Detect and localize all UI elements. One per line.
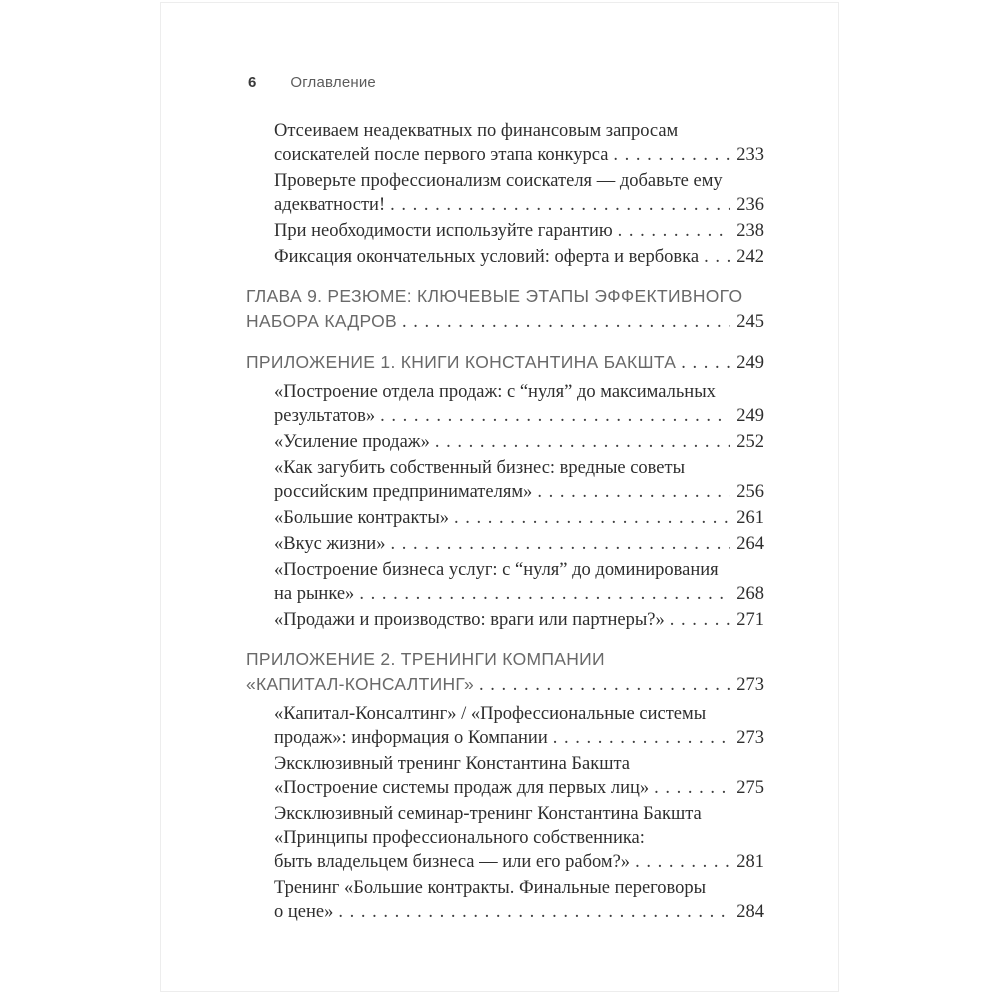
- toc-sub-entry: [246, 219, 764, 243]
- toc-sub-entry: [246, 752, 764, 800]
- toc-entry-text: «Построение бизнеса услуг: с “нуля” до доминирования: [274, 560, 719, 580]
- toc-sub-entry: [246, 702, 764, 750]
- toc-sub-entry: [246, 532, 764, 556]
- toc-page-number: 233: [736, 145, 764, 165]
- toc-entry-text: результатов»: [274, 406, 376, 426]
- toc-entry-line: [274, 802, 764, 826]
- toc-sub-entry: [246, 802, 764, 874]
- toc-leader-dots: [380, 404, 730, 428]
- toc-page-number: 275: [736, 778, 764, 798]
- toc-sub-entry: [246, 245, 764, 269]
- toc-page-number: 245: [736, 312, 764, 332]
- toc-entry-line: [274, 430, 764, 454]
- toc-sub-entry: [246, 119, 764, 167]
- toc-entry-text: «Построение системы продаж для первых лиц»: [274, 778, 650, 798]
- toc-page-number: 249: [736, 406, 764, 426]
- toc-sub-entry: [246, 430, 764, 454]
- toc-entry-text: Отсеиваем неадекватных по финансовым запросам: [274, 121, 679, 141]
- toc-chapter-entry: [246, 350, 764, 376]
- toc-page-number: 281: [736, 852, 764, 872]
- toc-leader-dots: [390, 193, 730, 217]
- toc-entry-line: [246, 647, 764, 672]
- toc-chapter-entry: [246, 284, 764, 335]
- toc-entry-text: быть владельцем бизнеса — или его рабом?»: [274, 852, 631, 872]
- toc-entry-line: [274, 850, 764, 874]
- toc-entry-line: [274, 119, 764, 143]
- toc-leader-dots: [613, 143, 730, 167]
- toc-sub-entry: [246, 506, 764, 530]
- toc-entry-text: НАБОРА КАДРОВ: [246, 311, 398, 331]
- toc-leader-dots: [402, 310, 730, 335]
- toc-sub-entry: [246, 876, 764, 924]
- toc-entry-text: соискателей после первого этапа конкурса: [274, 145, 609, 165]
- toc-leader-dots: [654, 776, 730, 800]
- toc-page-number: 273: [736, 675, 764, 695]
- toc-entry-line: [274, 380, 764, 404]
- toc-entry-text: о цене»: [274, 902, 334, 922]
- toc-page-number: 264: [736, 534, 764, 554]
- toc-leader-dots: [435, 430, 730, 454]
- running-header: [246, 73, 764, 93]
- toc-sub-entry: [246, 456, 764, 504]
- toc-page-number: 238: [736, 221, 764, 241]
- toc-entry-line: [246, 309, 764, 335]
- toc-entry-text: «Вкус жизни»: [274, 534, 386, 554]
- toc-entry-text: «Построение отдела продаж: с “нуля” до максимальных: [274, 382, 716, 402]
- toc-entry-text: ГЛАВА 9. РЕЗЮМЕ: КЛЮЧЕВЫЕ ЭТАПЫ ЭФФЕКТИВНОГО: [246, 286, 743, 306]
- toc-entry-text: ПРИЛОЖЕНИЕ 1. КНИГИ КОНСТАНТИНА БАКШТА: [246, 352, 677, 372]
- toc-entry-line: [246, 672, 764, 698]
- toc-entry-line: [274, 480, 764, 504]
- toc-leader-dots: [338, 900, 730, 924]
- toc-entry-text: адекватности!: [274, 195, 386, 215]
- toc-entry-text: «Продажи и производство: враги или партнеры?»: [274, 610, 665, 630]
- toc-entry-text: на рынке»: [274, 584, 355, 604]
- toc-page-number: 284: [736, 902, 764, 922]
- toc-entry-line: [274, 506, 764, 530]
- toc-entry-text: Эксклюзивный семинар-тренинг Константина Бакшта: [274, 804, 702, 824]
- toc-leader-dots: [553, 726, 731, 750]
- toc-page-number: 236: [736, 195, 764, 215]
- toc-page-number: 249: [736, 353, 764, 373]
- toc-entry-line: [274, 245, 764, 269]
- toc-leader-dots: [479, 673, 730, 698]
- toc-entry-line: [274, 702, 764, 726]
- toc-entry-text: При необходимости используйте гарантию: [274, 221, 613, 241]
- toc-page-number: 268: [736, 584, 764, 604]
- toc-sub-entry: [246, 169, 764, 217]
- toc-entry-line: [274, 143, 764, 167]
- toc-entry-line: [246, 284, 764, 309]
- toc-entry-line: [274, 876, 764, 900]
- toc-leader-dots: [390, 532, 730, 556]
- toc-entry-text: «Капитал-Консалтинг» / «Профессиональные системы: [274, 704, 707, 724]
- toc-page-number: 273: [736, 728, 764, 748]
- toc-leader-dots: [670, 608, 731, 632]
- toc-entry-line: [274, 752, 764, 776]
- toc-entry-text: «Большие контракты»: [274, 508, 450, 528]
- toc-leader-dots: [681, 351, 730, 376]
- toc-entry-text: Тренинг «Большие контракты. Финальные переговоры: [274, 878, 707, 898]
- toc-sub-entry: [246, 558, 764, 606]
- toc-entry-line: [274, 169, 764, 193]
- toc-entry-text: Фиксация окончательных условий: оферта и вербовка: [274, 247, 700, 267]
- toc-entry-line: [274, 193, 764, 217]
- toc-entry-text: «Как загубить собственный бизнес: вредные советы: [274, 458, 686, 478]
- toc-entry-text: продаж»: информация о Компании: [274, 728, 548, 748]
- toc-entry-text: «КАПИТАЛ-КОНСАЛТИНГ»: [246, 674, 475, 694]
- toc-entry-line: [274, 826, 764, 850]
- toc-leader-dots: [359, 582, 730, 606]
- toc-leader-dots: [454, 506, 730, 530]
- toc-entry-line: [274, 776, 764, 800]
- book-page: [160, 2, 839, 992]
- toc-entry-text: «Принципы профессионального собственника:: [274, 828, 645, 848]
- toc-entry-line: [274, 900, 764, 924]
- toc-chapter-entry: [246, 647, 764, 698]
- toc-entry-line: [274, 726, 764, 750]
- toc-leader-dots: [537, 480, 730, 504]
- toc-entry-text: «Усиление продаж»: [274, 432, 430, 452]
- toc-page-number: 256: [736, 482, 764, 502]
- toc-entry-line: [274, 219, 764, 243]
- toc-entry-text: Эксклюзивный тренинг Константина Бакшта: [274, 754, 630, 774]
- toc-entry-text: ПРИЛОЖЕНИЕ 2. ТРЕНИНГИ КОМПАНИИ: [246, 649, 605, 669]
- toc-list: [246, 119, 764, 924]
- toc-entry-text: российским предпринимателям»: [274, 482, 533, 502]
- toc-sub-entry: [246, 380, 764, 428]
- toc-sub-entry: [246, 608, 764, 632]
- page-number: 6: [248, 74, 257, 91]
- toc-entry-line: [274, 582, 764, 606]
- toc-entry-line: [274, 532, 764, 556]
- toc-entry-line: [274, 558, 764, 582]
- toc-leader-dots: [635, 850, 730, 874]
- running-head-title: Оглавление: [290, 74, 376, 91]
- toc-page-number: 271: [736, 610, 764, 630]
- toc-entry-text: Проверьте профессионализм соискателя — добавьте ему: [274, 171, 723, 191]
- toc-page-number: 261: [736, 508, 764, 528]
- toc-entry-line: [246, 350, 764, 376]
- toc-entry-line: [274, 456, 764, 480]
- toc-entry-line: [274, 608, 764, 632]
- toc-leader-dots: [618, 219, 731, 243]
- toc-page-number: 242: [736, 247, 764, 267]
- toc-entry-line: [274, 404, 764, 428]
- toc-page-number: 252: [736, 432, 764, 452]
- toc-leader-dots: [704, 245, 730, 269]
